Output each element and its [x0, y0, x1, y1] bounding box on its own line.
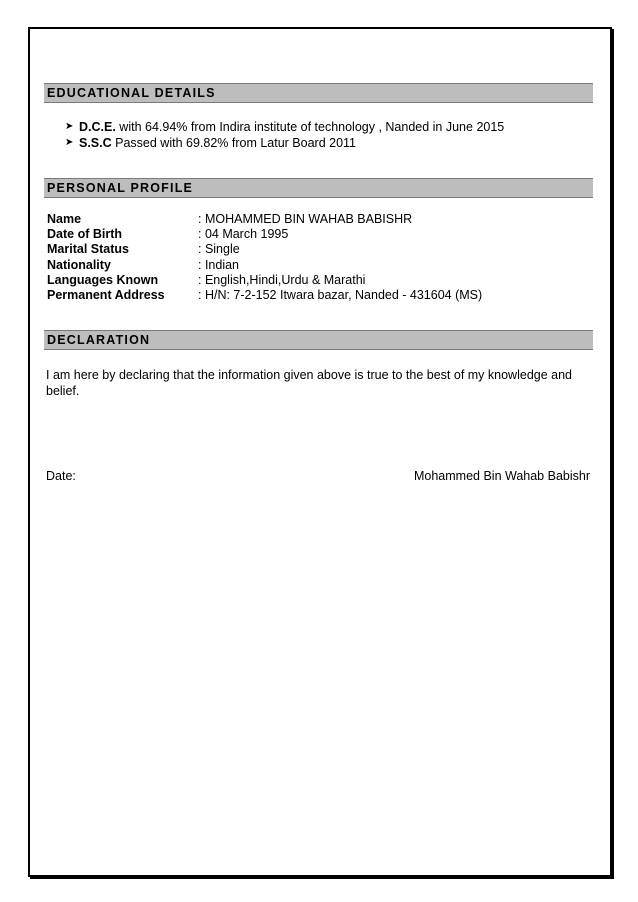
personal-profile-header: PERSONAL PROFILE: [44, 178, 593, 198]
profile-row-languages: [47, 273, 482, 288]
profile-label: Languages Known: [47, 272, 159, 287]
date-label: Date:: [46, 469, 76, 483]
signature-name: Mohammed Bin Wahab Babishr: [413, 469, 590, 483]
profile-row-name: [47, 212, 482, 227]
profile-label: Nationality: [47, 257, 111, 272]
education-list: [65, 119, 504, 151]
profile-value: : 04 March 1995: [198, 227, 289, 242]
profile-table: [47, 212, 482, 303]
profile-value: : Indian: [198, 257, 240, 272]
degree-details: Passed with 69.82% from Latur Board 2011: [111, 136, 357, 150]
declaration-text: I am here by declaring that the information given above is true to the best of my knowledge and belief.: [46, 368, 573, 398]
arrow-bullet-icon: ➤: [65, 121, 74, 132]
profile-label: Marital Status: [47, 242, 129, 257]
profile-value: : MOHAMMED BIN WAHAB BABISHR: [198, 212, 413, 226]
declaration-header: DECLARATION: [44, 330, 593, 350]
list-item: [65, 135, 504, 151]
profile-value: : Single: [198, 242, 240, 257]
arrow-bullet-icon: ➤: [65, 137, 74, 148]
profile-row-dob: [47, 227, 482, 242]
profile-label: Name: [47, 212, 82, 226]
profile-label: Permanent Address: [47, 288, 165, 303]
profile-value: : English,Hindi,Urdu & Marathi: [198, 272, 366, 287]
page-border: [28, 27, 612, 877]
profile-value: : H/N: 7-2-152 Itwara bazar, Nanded - 431604 (MS): [198, 288, 483, 303]
profile-row-address: [47, 288, 482, 303]
degree-name: S.S.C: [79, 136, 112, 150]
profile-label: Date of Birth: [47, 227, 122, 242]
degree-details: with 64.94% from Indira institute of technology , Nanded in June 2015: [115, 120, 505, 134]
educational-details-header: EDUCATIONAL DETAILS: [44, 83, 593, 103]
profile-row-marital-status: [47, 242, 482, 257]
profile-row-nationality: [47, 258, 482, 273]
list-item: [65, 119, 504, 135]
degree-name: D.C.E.: [79, 120, 116, 134]
